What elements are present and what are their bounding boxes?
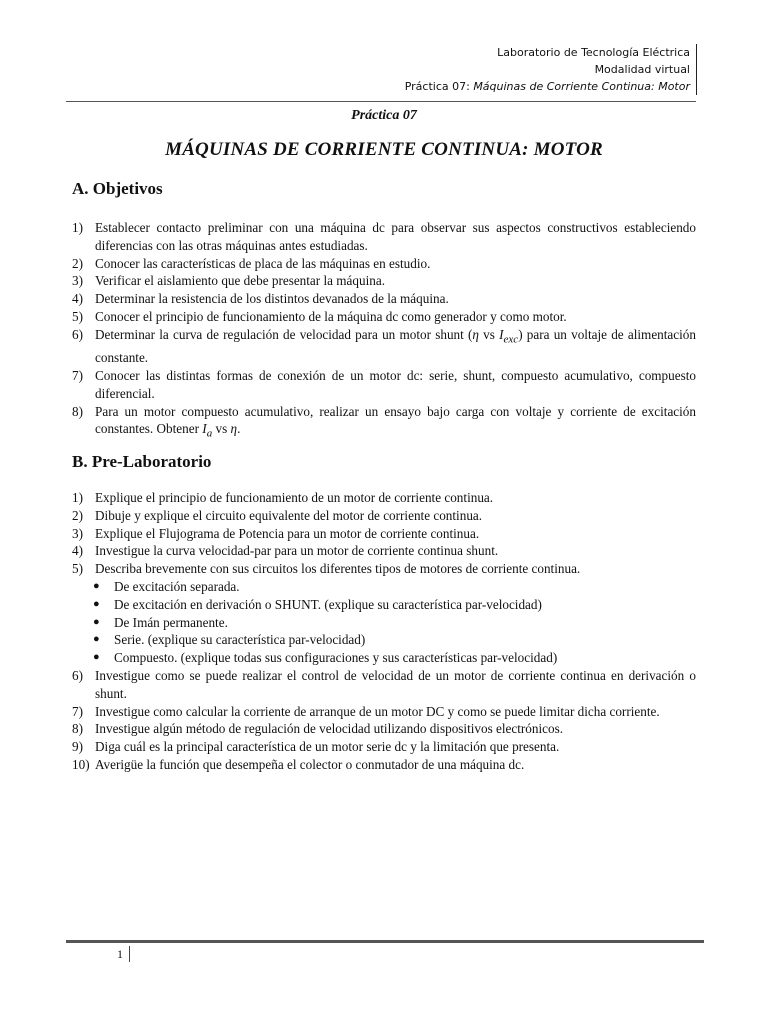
item-number: 1) — [72, 220, 83, 235]
item-text-part: . — [237, 421, 241, 437]
footer-divider — [66, 940, 704, 943]
bullet-item — [72, 578, 696, 596]
eta-symbol: η — [230, 421, 238, 437]
item-text: Investigue como se puede realizar el control de velocidad de un motor de corriente continua en derivación o shunt. — [95, 667, 696, 701]
document-title: MÁQUINAS DE CORRIENTE CONTINUA: MOTOR — [165, 139, 603, 160]
list-item — [72, 703, 696, 721]
item-text: Explique el Flujograma de Potencia para un motor de corriente continua. — [95, 525, 480, 541]
current-symbol: I — [499, 326, 504, 342]
item-number: 10) — [72, 756, 90, 772]
list-item — [72, 667, 696, 703]
list-item — [72, 560, 696, 578]
item-number: 6) — [72, 326, 83, 342]
list-item — [72, 290, 696, 308]
header-practice — [405, 78, 690, 95]
vs-text: vs — [212, 421, 231, 437]
item-text: Determinar la resistencia de los distintos devanados de la máquina. — [95, 291, 449, 307]
list-item — [72, 367, 696, 403]
current-subscript: exc — [503, 333, 519, 346]
item-number: 2) — [72, 507, 83, 523]
item-number: 4) — [72, 291, 83, 307]
current-symbol: I — [202, 421, 207, 437]
list-item — [72, 326, 696, 367]
list-item — [72, 272, 696, 290]
item-text-part: Determinar la curva de regulación de velocidad para un motor shunt ( — [95, 326, 473, 342]
list-item — [72, 308, 696, 326]
list-item — [72, 255, 696, 273]
list-item — [72, 525, 696, 543]
item-number: 3) — [72, 525, 83, 541]
item-number: 4) — [72, 543, 83, 559]
item-text-part: ) para un voltaje de alimentación constante. — [95, 326, 696, 366]
list-item — [72, 403, 696, 444]
item-text: Conocer las características de placa de las máquinas en estudio. — [95, 255, 431, 271]
item-text-part: Para un motor compuesto acumulativo, realizar un ensayo bajo carga con voltaje y corriente de excitación constantes. Obtener — [95, 403, 696, 437]
header-practice-prefix: Práctica 07: — [404, 80, 474, 93]
item-number: 5) — [72, 308, 83, 324]
item-text: Dibuje y explique el circuito equivalente del motor de corriente continua. — [95, 507, 483, 523]
bullet-item — [72, 649, 696, 667]
item-number: 9) — [72, 739, 83, 755]
bullet-icon: ● — [93, 633, 100, 646]
header-modality: Modalidad virtual — [594, 63, 690, 76]
list-item — [72, 756, 696, 774]
section-heading-objectives: A. Objetivos — [72, 179, 163, 198]
list-item — [72, 219, 696, 255]
bullet-item — [72, 614, 696, 632]
item-text: Averigüe la función que desempeña el colector o conmutador de una máquina dc. — [95, 756, 525, 772]
item-number: 5) — [72, 561, 83, 577]
header-divider — [66, 101, 696, 102]
list-item — [72, 720, 696, 738]
item-number: 7) — [72, 703, 83, 719]
item-text: Conocer las distintas formas de conexión de un motor dc: serie, shunt, compuesto acumulativo, compuesto diferencial. — [95, 368, 696, 401]
bullet-text: De excitación separada. — [114, 578, 240, 594]
list-item — [72, 738, 696, 756]
page-number: 1 — [117, 946, 130, 962]
item-text: Investigue algún método de regulación de velocidad utilizando dispositivos electrónicos. — [95, 721, 564, 737]
item-text — [95, 326, 696, 367]
list-item — [72, 489, 696, 507]
bullet-icon: ● — [93, 597, 100, 610]
bullet-text: Compuesto. (explique todas sus configuraciones y sus características par-velocidad) — [114, 650, 558, 666]
bullet-text: De excitación en derivación o SHUNT. (explique su característica par-velocidad) — [114, 596, 542, 612]
item-text: Establecer contacto preliminar con una máquina dc para observar sus aspectos constructivos estableciendo diferencias con las otras máquinas antes estudiadas. — [95, 220, 696, 253]
current-subscript: a — [206, 428, 213, 441]
item-number: 8) — [72, 403, 83, 419]
bullet-text: De Imán permanente. — [114, 614, 228, 630]
item-text: Conocer el principio de funcionamiento de la máquina dc como generador y como motor. — [95, 308, 567, 324]
bullet-icon: ● — [93, 579, 100, 592]
item-number: 7) — [72, 368, 83, 384]
item-text: Verificar el aislamiento que debe presentar la máquina. — [95, 273, 385, 289]
item-number: 6) — [72, 667, 83, 683]
list-item — [72, 507, 696, 525]
item-text: Investigue como calcular la corriente de arranque de un motor DC y como se puede limitar dicha corriente. — [95, 703, 660, 719]
item-text: Investigue la curva velocidad-par para un motor de corriente continua shunt. — [95, 543, 499, 559]
item-text: Explique el principio de funcionamiento de un motor de corriente continua. — [95, 490, 494, 505]
item-text: Diga cuál es la principal característica de un motor serie dc y la limitación que presenta. — [95, 739, 560, 755]
page-header — [405, 44, 697, 95]
bullet-text: Serie. (explique su característica par-velocidad) — [114, 632, 366, 648]
item-text — [95, 403, 696, 444]
header-practice-title: Máquinas de Corriente Continua: Motor — [473, 80, 690, 93]
objectives-list — [72, 219, 696, 444]
header-lab-name: Laboratorio de Tecnología Eléctrica — [497, 46, 690, 59]
item-number: 1) — [72, 490, 83, 505]
item-number: 2) — [72, 255, 83, 271]
section-heading-prelab: B. Pre-Laboratorio — [72, 452, 212, 471]
list-item — [72, 542, 696, 560]
prelab-list — [72, 489, 696, 774]
item-text: Describa brevemente con sus circuitos los diferentes tipos de motores de corriente continua. — [95, 561, 581, 577]
item-number: 3) — [72, 273, 83, 289]
item-number: 8) — [72, 721, 83, 737]
bullet-item — [72, 596, 696, 614]
practice-label: Práctica 07 — [351, 108, 417, 123]
bullet-item — [72, 631, 696, 649]
vs-text: vs — [478, 326, 500, 342]
eta-symbol: η — [472, 326, 479, 342]
bullet-icon: ● — [93, 615, 100, 628]
bullet-icon: ● — [93, 651, 100, 664]
